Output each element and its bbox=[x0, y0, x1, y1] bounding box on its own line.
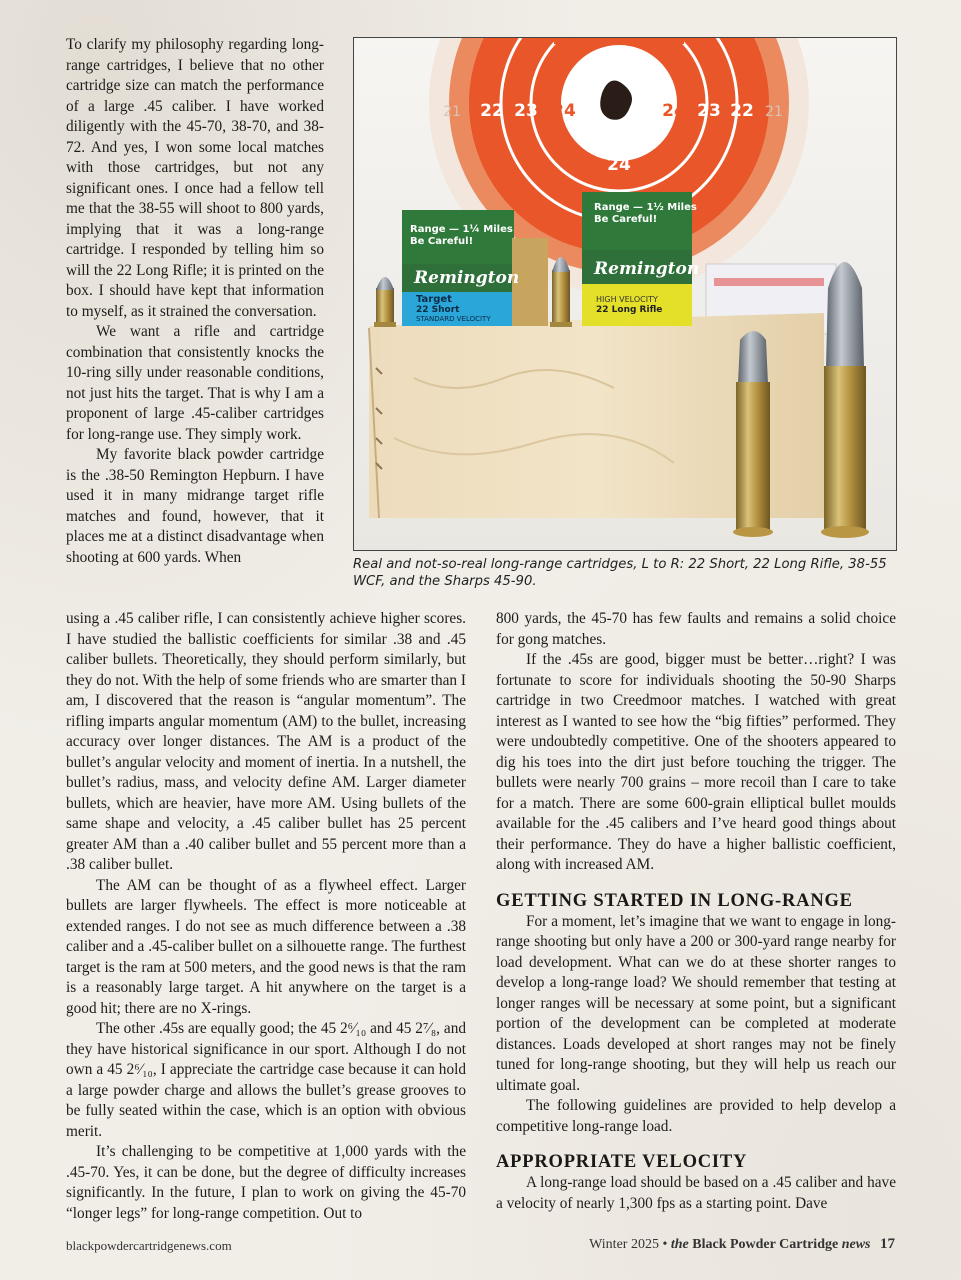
magazine-name: Black Powder Cartridge bbox=[692, 1237, 839, 1252]
right-column bbox=[496, 609, 896, 1214]
box-line: 22 Long Rifle bbox=[596, 305, 663, 315]
paragraph: We want a rifle and cartridge combination that consistently knocks the 10-ring silly under reasonable conditions, not just hits the target. That is why I am a proponent of large .45-caliber cartridges for long-range use. They simply work. bbox=[66, 323, 324, 443]
cartridge-sharps-45-90 bbox=[821, 262, 869, 538]
box-warning-line: Range — 1¼ Miles bbox=[410, 224, 513, 235]
section-heading: APPROPRIATE VELOCITY bbox=[496, 1152, 748, 1172]
target-number: 24 bbox=[552, 101, 576, 121]
paragraph: My favorite black powder cartridge is the .38-50 Remington Hepburn. I have used it in many midrange target rifle matches and found, however, that it places me at a distinct disadvantage when shooting at 600 yards. When bbox=[66, 446, 324, 566]
left-column-bottom bbox=[66, 609, 466, 1224]
target-number: 24 bbox=[662, 101, 686, 121]
paragraph: 800 yards, the 45-70 has few faults and remains a solid choice for gong matches. bbox=[496, 610, 896, 648]
separator: • bbox=[662, 1237, 668, 1252]
box-warning-line: Be Careful! bbox=[594, 214, 658, 225]
paragraph: To clarify my philosophy regarding long-range cartridges, I believe that no other cartridge size can match the performance of a large .45 caliber. I have worked diligently with the 45-70, 38-70, and 38-72. And yes, I won some local matches with those cartridges, but not any significant ones. I once had a fellow tell me that the 38-55 will shoot to 800 yards, implying that it was a long-range cartridge. I responded by telling him so will the 22 Long Rifle; it is printed on the box. I should have kept that information to myself, as it strained the conversation. bbox=[66, 36, 324, 320]
section-heading: GETTING STARTED IN LONG-RANGE bbox=[496, 890, 853, 911]
target-number: 22 bbox=[730, 101, 754, 121]
photo-illustration bbox=[354, 38, 896, 550]
left-column-top bbox=[66, 35, 324, 568]
footer-issue bbox=[589, 1236, 895, 1253]
ammo-box-22-long-rifle bbox=[582, 192, 699, 326]
paragraph: It’s challenging to be competitive at 1,000 yards with the .45-70. Yes, it can be done, but the degree of difficulty increases significantly. In the future, I plan to work on giving the 45-70 “longer legs” for long-range competition. Out to bbox=[66, 1143, 466, 1222]
page-number: 17 bbox=[880, 1236, 895, 1252]
magazine-news: news bbox=[841, 1237, 871, 1252]
paragraph: A long-range load should be based on a .45 caliber and have a velocity of nearly 1,300 fps as a starting point. Dave bbox=[496, 1174, 896, 1212]
target-number: 23 bbox=[697, 101, 721, 121]
box-warning-line: Be Careful! bbox=[410, 236, 474, 247]
footer-website: blackpowdercartridgenews.com bbox=[66, 1238, 232, 1253]
target-number: 21 bbox=[443, 104, 461, 120]
box-line: STANDARD VELOCITY bbox=[416, 315, 491, 323]
cartridge-photo bbox=[353, 37, 897, 551]
target-number: 24 bbox=[607, 155, 631, 175]
box-line: Target bbox=[416, 294, 452, 305]
box-warning-line: Range — 1½ Miles bbox=[594, 202, 697, 213]
paragraph: If the .45s are good, bigger must be better…right? I was fortunate to score for individuals shooting the 50-90 Sharps cartridge in two Creedmoor matches. I watched with great interest as I wanted to see how the “big fifties” performed. They were undoubtedly competitive. One of the shooters appeared to dig his toes into the dirt just before touching the trigger. The bullets were nearly 700 grains – more recoil than I care to take for a match. There are some 600-grain elliptical bullet moulds available for the .45 calibers and I’ve heard good things about their performance. They do have a higher ballistic coefficient, along with increased AM. bbox=[496, 651, 896, 873]
magazine-article: the bbox=[670, 1237, 689, 1252]
target-number: 24 bbox=[607, 45, 631, 65]
box-brand: Remington bbox=[414, 268, 520, 288]
paragraph: The other .45s are equally good; the 45 2⁶⁄₁₀ and 45 2⁷⁄₈, and they have historical significance in our sport. Although I do not own a 45 2⁶⁄₁₀, I appreciate the cartridge case because it can hold a large powder charge and allows the bullet’s grease grooves to be fully seated within the case, which is an option with obvious merit. bbox=[66, 1020, 466, 1140]
target-number: 21 bbox=[765, 104, 783, 120]
paragraph: The following guidelines are provided to help develop a competitive long-range load. bbox=[496, 1097, 896, 1135]
paragraph: using a .45 caliber rifle, I can consistently achieve higher scores. I have studied the ballistic coefficients for similar .38 and .45 caliber bullets. Theoretically, they should perform similarly, but they do not. With the help of some friends who are smarter than I am, I discovered that the reason is “angular momentum”. The rifling imparts angular momentum (AM) to the bullet, increasing accuracy over longer distances. The AM is a product of the bullet’s angular velocity and moment of inertia. In a nutshell, the bullet’s radius, mass, and velocity define AM. Larger diameter bullets, which are heavier, have more AM. Using bullets of the same shape and velocity, a .45 caliber bullet has 25 percent greater AM than a .40 caliber bullet and 55 percent more than a .38 caliber bullet. bbox=[66, 610, 466, 873]
target-number: 23 bbox=[514, 101, 538, 121]
photo-caption: Real and not-so-real long-range cartridges, L to R: 22 Short, 22 Long Rifle, 38-55 WCF, and the Sharps 45-90. bbox=[353, 557, 887, 589]
issue-date: Winter 2025 bbox=[589, 1237, 659, 1252]
box-line: 22 Short bbox=[416, 305, 460, 315]
box-line: HIGH VELOCITY bbox=[596, 295, 658, 304]
paragraph: For a moment, let’s imagine that we want to engage in long-range shooting but only have a 200 or 300-yard range nearby for load development. What can we do at these shorter ranges to develop a long-range load? We should remember that testing at longer ranges will be necessary at some point, but a significant portion of the development can be completed at moderate distances. Loads developed at short ranges may not be finely tuned for long-range shooting, but they will help us reach our ultimate goal. bbox=[496, 912, 896, 1094]
paragraph: The AM can be thought of as a flywheel effect. Larger bullets are larger flywheels. The effect is more noticeable at extended ranges. I do not see as much difference between a .38 caliber and a .45-caliber bullet on a silhouette range. The furthest target is the ram at 500 meters, and the good news is that the ram is a reasonably large target. A hit anywhere on the target is a good hit; there are no X-rings. bbox=[66, 876, 466, 1017]
target-number: 22 bbox=[480, 101, 504, 121]
box-brand: Remington bbox=[594, 259, 700, 279]
